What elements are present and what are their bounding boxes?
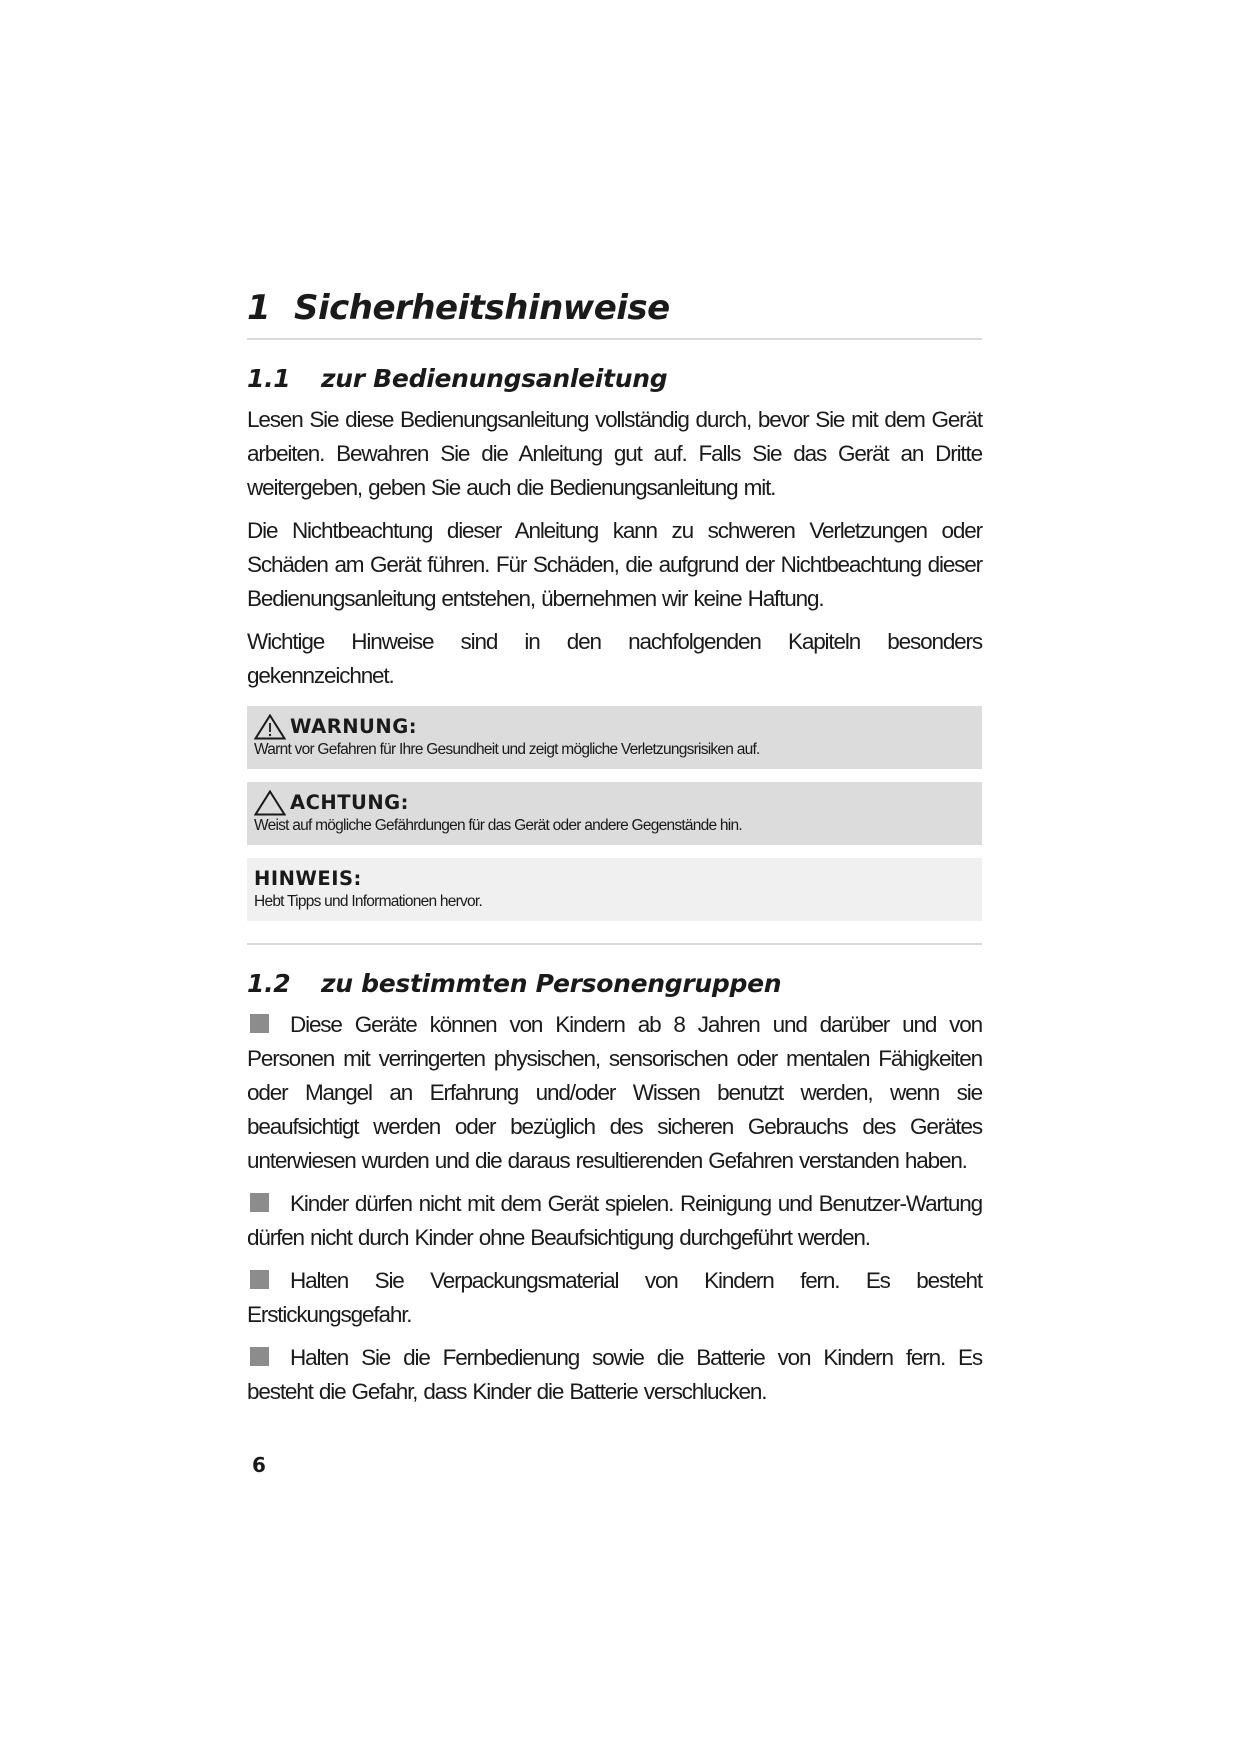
section-heading-1-2 bbox=[247, 969, 982, 998]
list-item-text: Halten Sie die Fernbedienung sowie die Batterie von Kindern fern. Es besteht die Gefahr, dass Kinder die Batterie verschlucken. bbox=[247, 1345, 982, 1404]
section-divider bbox=[247, 943, 982, 945]
section-title: zu bestimmten Personengruppen bbox=[321, 969, 782, 998]
warning-triangle-exclamation-icon bbox=[254, 714, 286, 740]
paragraph-important-notes: Wichtige Hinweise sind in den nachfolgenden Kapiteln besonders gekennzeichnet. bbox=[247, 629, 982, 688]
warning-triangle-outline-icon bbox=[254, 790, 286, 816]
note-text: Hebt Tipps und Informationen hervor. bbox=[254, 893, 483, 910]
note-label: HINWEIS: bbox=[254, 867, 362, 890]
warning-heading bbox=[254, 714, 975, 740]
caution-box bbox=[247, 782, 982, 845]
chapter-number: 1 bbox=[247, 288, 271, 328]
warning-label: WARNUNG: bbox=[290, 715, 418, 738]
caution-heading bbox=[254, 790, 975, 816]
paragraph-liability: Die Nichtbeachtung dieser Anleitung kann zu schweren Verletzungen oder Schäden am Gerät führen. Für Schäden, die aufgrund der Nichtbeachtung dieser Bedienungsanleitung entstehen, übernehmen wir keine Haftung. bbox=[247, 518, 982, 611]
page-number: 6 bbox=[252, 1453, 266, 1477]
section-number: 1.1 bbox=[247, 364, 291, 393]
list-item-text: Diese Geräte können von Kindern ab 8 Jahren und darüber und von Personen mit verringerten physischen, sensorischen oder mentalen Fähigkeiten oder Mangel an Erfahrung und/oder Wissen benutzt werden, wenn sie beaufsichtigt werden oder bezüglich des sicheren Gebrauchs des Gerätes unterwiesen wurden und die daraus resultierenden Gefahren verstanden haben. bbox=[247, 1012, 982, 1173]
warning-box bbox=[247, 706, 982, 769]
list-item bbox=[247, 1264, 982, 1332]
square-bullet-icon bbox=[250, 1270, 269, 1289]
square-bullet-icon bbox=[250, 1193, 269, 1212]
paragraph-read-manual: Lesen Sie diese Bedienungsanleitung vollständig durch, bevor Sie mit dem Gerät arbeiten. Bewahren Sie die Anleitung gut auf. Falls Sie das Gerät an Dritte weitergeben, geben Sie auch die Bedienungsanleitung mit. bbox=[247, 407, 982, 500]
caution-label: ACHTUNG: bbox=[290, 791, 409, 814]
section-heading-1-1 bbox=[247, 364, 982, 393]
square-bullet-icon bbox=[250, 1014, 269, 1033]
list-item-text: Kinder dürfen nicht mit dem Gerät spielen. Reinigung und Benutzer-Wartung dürfen nicht durch Kinder ohne Beaufsichtigung durchgeführt werden. bbox=[247, 1191, 982, 1250]
chapter-title: Sicherheitshinweise bbox=[294, 288, 670, 328]
square-bullet-icon bbox=[250, 1347, 269, 1366]
list-item bbox=[247, 1008, 982, 1178]
note-box bbox=[247, 858, 982, 921]
page-content bbox=[247, 288, 982, 1418]
caution-text: Weist auf mögliche Gefährdungen für das Gerät oder andere Gegenstände hin. bbox=[254, 817, 742, 834]
section-title: zur Bedienungsanleitung bbox=[321, 364, 668, 393]
section-number: 1.2 bbox=[247, 969, 291, 998]
chapter-heading bbox=[247, 288, 982, 340]
list-item bbox=[247, 1341, 982, 1409]
warning-text: Warnt vor Gefahren für Ihre Gesundheit und zeigt mögliche Verletzungsrisiken auf. bbox=[254, 741, 760, 758]
note-heading bbox=[254, 866, 975, 892]
list-item-text: Halten Sie Verpackungsmaterial von Kindern fern. Es besteht Erstickungsgefahr. bbox=[247, 1268, 982, 1327]
list-item bbox=[247, 1187, 982, 1255]
